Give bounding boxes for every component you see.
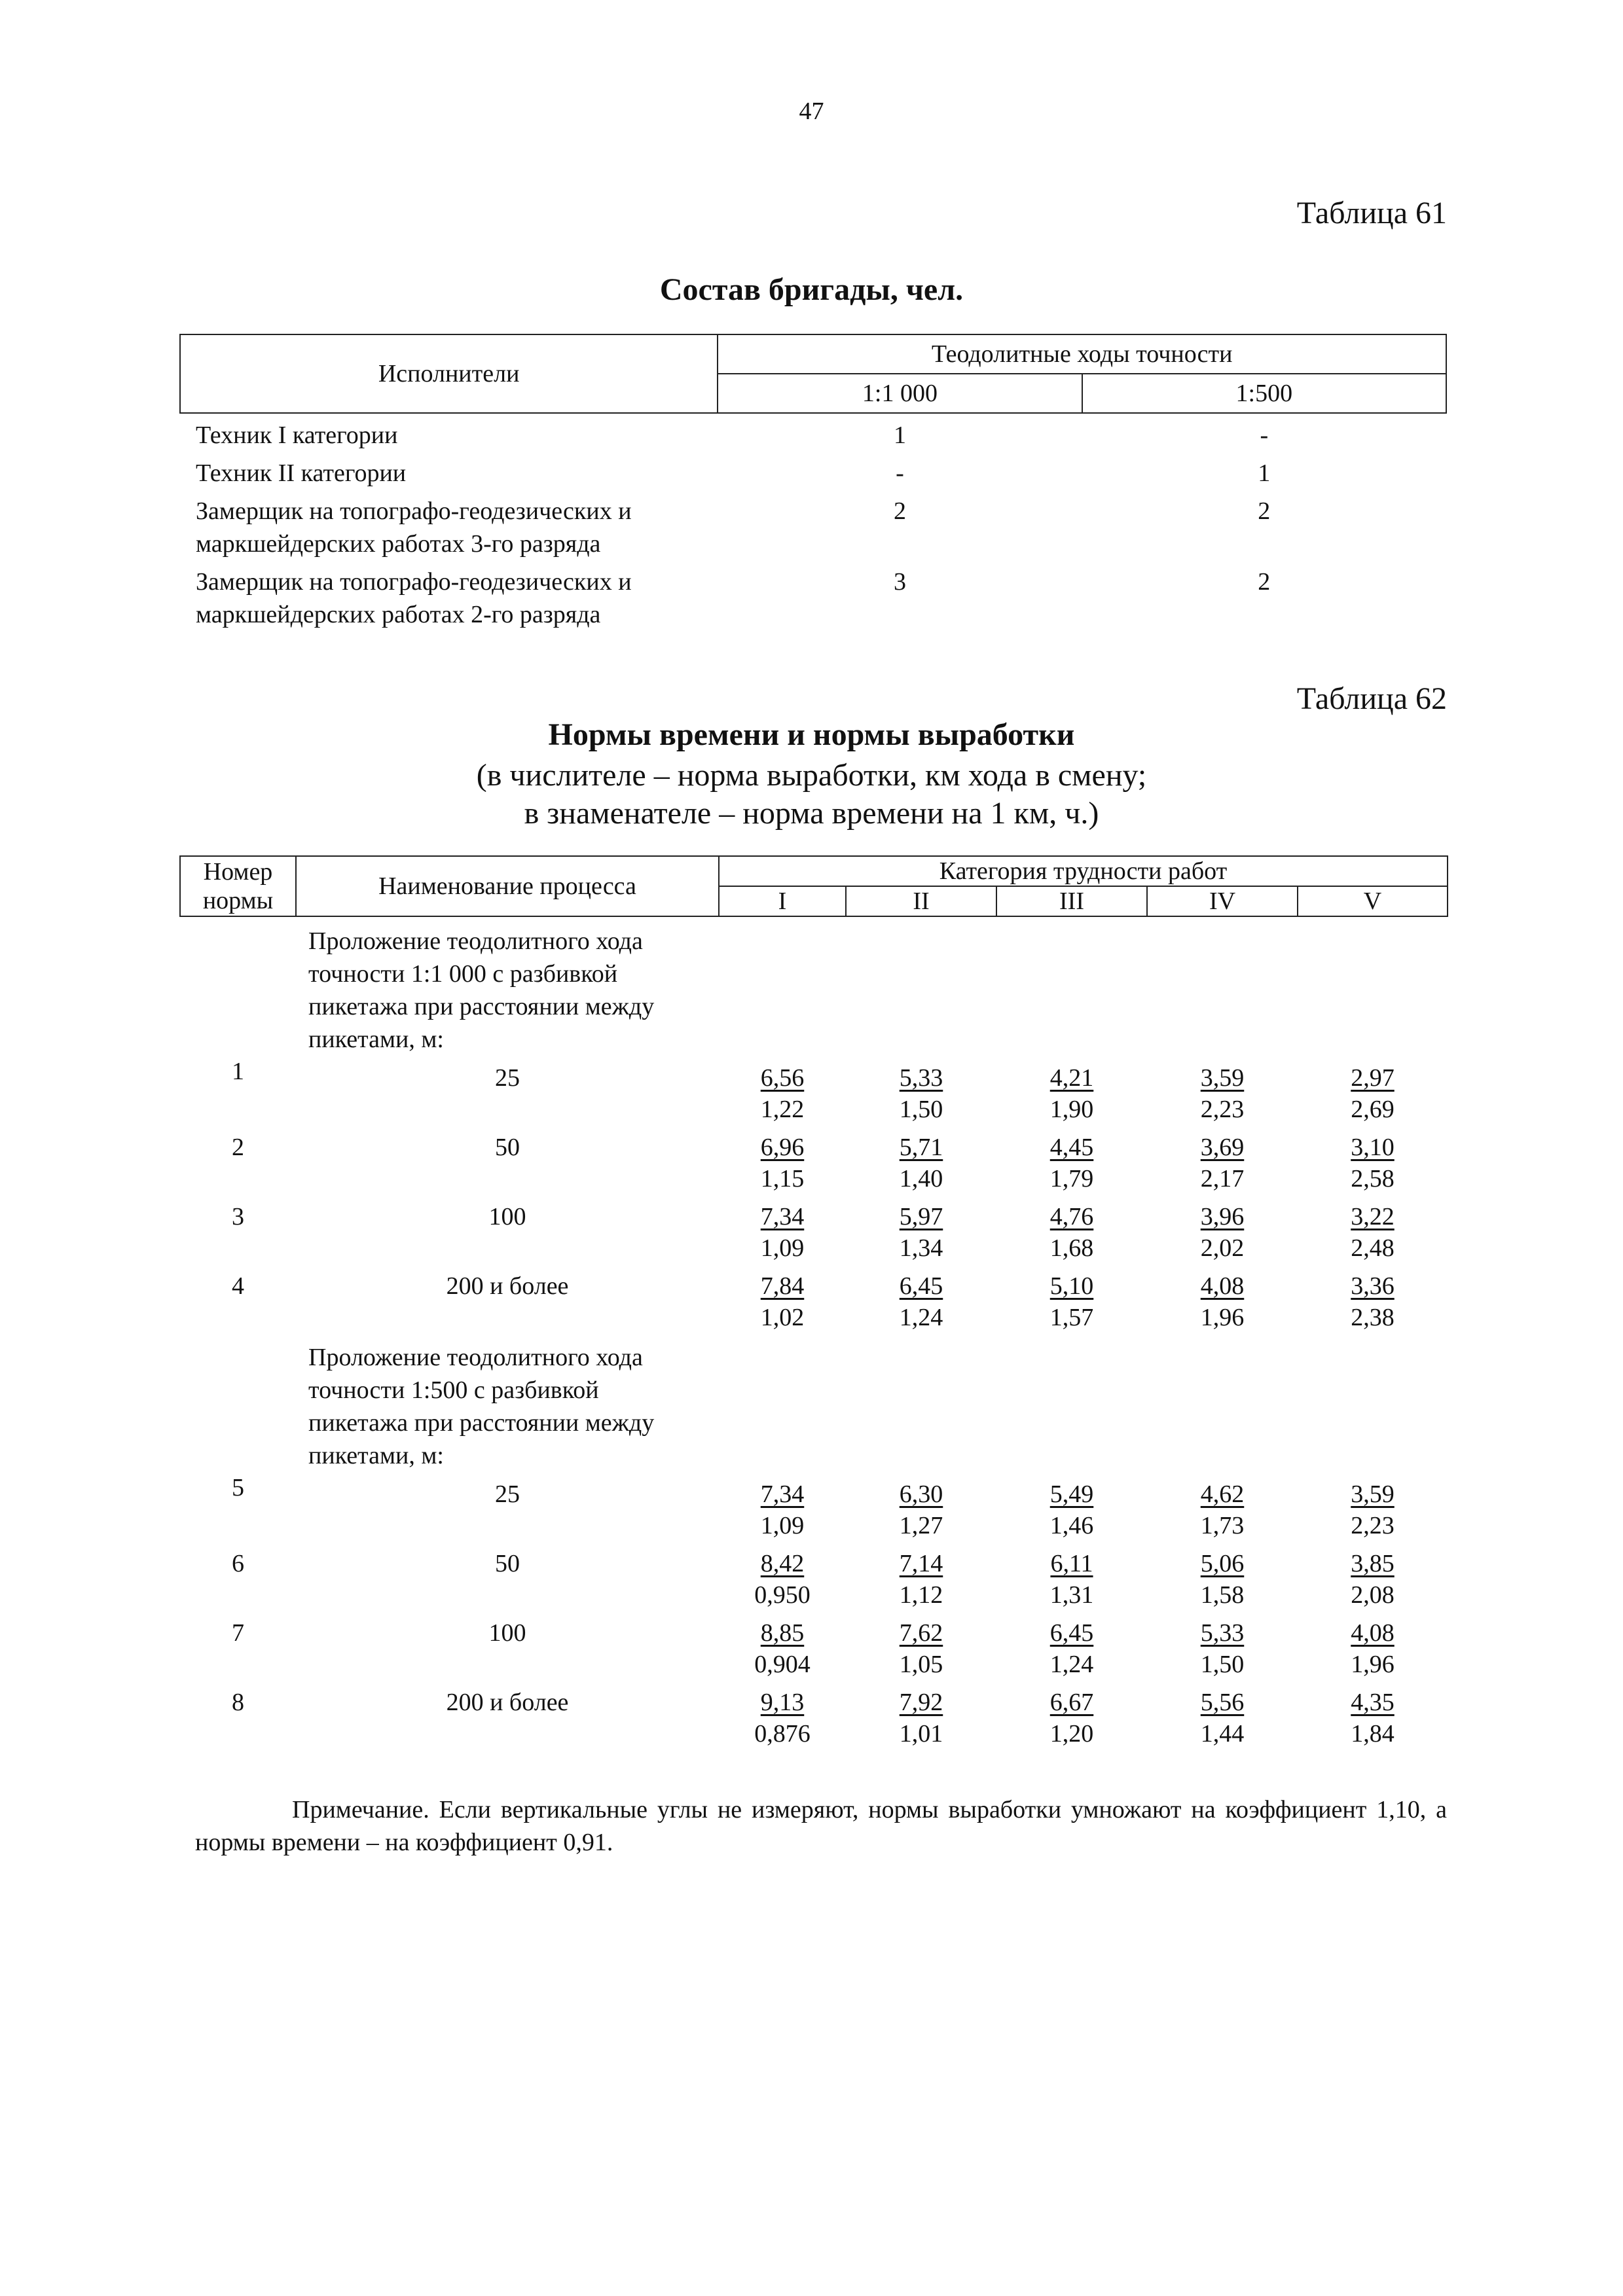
- table62-value-denominator: 1,44: [1200, 1720, 1245, 1748]
- table62-cell-value: [1147, 1056, 1298, 1125]
- table61-cell-1000: -: [896, 459, 904, 487]
- table62-cell-distance: 100: [488, 1619, 526, 1647]
- table62-value-denominator: 1,73: [1200, 1512, 1245, 1539]
- table62-value-denominator: 1,27: [899, 1512, 943, 1539]
- table62-value-denominator: 1,02: [760, 1304, 805, 1331]
- table62-value-denominator: 2,08: [1351, 1581, 1395, 1609]
- table62-row: [180, 1264, 1448, 1333]
- page-number: 47: [799, 98, 824, 125]
- table62-value-denominator: 0,904: [754, 1651, 811, 1678]
- table62-cell-value: [719, 1680, 846, 1749]
- table62-value-numerator: 5,10: [1049, 1272, 1094, 1300]
- table62-cell-value: [1298, 1264, 1448, 1333]
- table62-value-denominator: 1,68: [1049, 1234, 1094, 1262]
- table62-value-denominator: 1,50: [899, 1096, 943, 1123]
- table62-cell-value: [1298, 1680, 1448, 1749]
- table62-value-denominator: 1,20: [1049, 1720, 1094, 1748]
- table62-cell-distance: 50: [495, 1134, 520, 1161]
- table62-cell-number: 3: [232, 1203, 244, 1230]
- table62-header-process: Наименование процесса: [296, 856, 719, 916]
- table62-value-numerator: 3,59: [1200, 1064, 1245, 1092]
- table62-cell-value: [719, 1264, 846, 1333]
- table62-value-denominator: 1,31: [1049, 1581, 1094, 1609]
- table61-cell-500: 2: [1258, 568, 1271, 596]
- table62-row: [180, 1125, 1448, 1194]
- table62-value-numerator: 3,36: [1351, 1272, 1395, 1300]
- table62-value-denominator: 2,02: [1200, 1234, 1245, 1262]
- table62-row: [180, 1611, 1448, 1680]
- table62-cell-value: [719, 1541, 846, 1611]
- table62-value-denominator: 1,57: [1049, 1304, 1094, 1331]
- table62-row: [180, 1194, 1448, 1264]
- table61-row: [180, 457, 1446, 495]
- table62-cell-value: [996, 1680, 1147, 1749]
- table62-value-denominator: 2,69: [1351, 1096, 1395, 1123]
- table62-value-numerator: 7,34: [760, 1480, 805, 1508]
- table62-cell-number: 7: [232, 1619, 244, 1647]
- table62-value-numerator: 3,96: [1200, 1203, 1245, 1230]
- table62-cell-value: [996, 1611, 1147, 1680]
- table62-value-numerator: 6,45: [899, 1272, 943, 1300]
- table61-cell-500: 1: [1258, 459, 1271, 487]
- table62-cell-number: 6: [232, 1550, 244, 1577]
- table62-cell-value: [846, 1194, 996, 1264]
- table62-label: Таблица 62: [1296, 681, 1447, 716]
- table62-value-numerator: 3,22: [1351, 1203, 1395, 1230]
- table62-header-number: Номер нормы: [180, 856, 296, 916]
- table62-value-numerator: 6,56: [760, 1064, 805, 1092]
- table62-value-numerator: 5,06: [1200, 1550, 1245, 1577]
- table62-value-denominator: 1,84: [1351, 1720, 1395, 1748]
- table62-value-numerator: 4,08: [1200, 1272, 1245, 1300]
- table62-cell-value: [1298, 1194, 1448, 1264]
- table62-value-denominator: 1,34: [899, 1234, 943, 1262]
- table62-value-numerator: 7,62: [899, 1619, 943, 1647]
- table61-cell-name: Замерщик на топографо-геодезических и маркшейдерских работах 3-го разряда: [196, 497, 632, 558]
- table62-value-numerator: 6,11: [1050, 1550, 1093, 1577]
- table62-value-denominator: 1,22: [760, 1096, 805, 1123]
- table62-cell-value: [846, 1680, 996, 1749]
- table62-cell-value: [996, 1264, 1147, 1333]
- table62-value-numerator: 5,33: [899, 1064, 943, 1092]
- table62-cell-value: [1147, 1680, 1298, 1749]
- table62-cell-number: 5: [232, 1474, 244, 1501]
- table62-value-denominator: 1,96: [1200, 1304, 1245, 1331]
- table62-cell-distance: 25: [495, 1064, 520, 1092]
- table61-header-performers: Исполнители: [180, 334, 718, 413]
- table62-value-numerator: 3,10: [1351, 1134, 1395, 1161]
- table62-value-denominator: 1,24: [1049, 1651, 1094, 1678]
- table62-cell-value: [846, 1264, 996, 1333]
- table62-value-numerator: 4,08: [1351, 1619, 1395, 1647]
- table62-cat-5: V: [1298, 886, 1448, 916]
- table62-row: [180, 1680, 1448, 1749]
- table62-row: [180, 1056, 1448, 1125]
- table62-value-denominator: 2,23: [1351, 1512, 1395, 1539]
- table62-cell-value: [1147, 1472, 1298, 1541]
- table62-value-numerator: 7,84: [760, 1272, 805, 1300]
- table62-value-denominator: 1,90: [1049, 1096, 1094, 1123]
- table62-group-row: [180, 916, 1448, 1056]
- table62-cell-number: 4: [232, 1272, 244, 1300]
- table62-cat-3: III: [996, 886, 1147, 916]
- table62-value-denominator: 1,79: [1049, 1165, 1094, 1193]
- table62-value-numerator: 5,97: [899, 1203, 943, 1230]
- table62-value-numerator: 3,59: [1351, 1480, 1395, 1508]
- table62-value-denominator: 1,15: [760, 1165, 805, 1193]
- table62-value-numerator: 5,56: [1200, 1689, 1245, 1716]
- table62-value-numerator: 2,97: [1351, 1064, 1395, 1092]
- table62-value-numerator: 5,71: [899, 1134, 943, 1161]
- table61-row: [180, 413, 1446, 457]
- table62-cell-distance: 25: [495, 1480, 520, 1508]
- table62-cell-value: [1298, 1056, 1448, 1125]
- table62-cell-number: 8: [232, 1689, 244, 1716]
- table62-value-denominator: 1,01: [899, 1720, 943, 1748]
- table62-cell-value: [1298, 1125, 1448, 1194]
- table62-cell-value: [996, 1472, 1147, 1541]
- table61-cell-name: Техник II категории: [196, 459, 407, 487]
- table62-value-numerator: 3,69: [1200, 1134, 1245, 1161]
- table62-cat-2: II: [846, 886, 996, 916]
- table62-cell-value: [996, 1541, 1147, 1611]
- table62-value-numerator: 4,21: [1049, 1064, 1094, 1092]
- table61: [179, 334, 1447, 636]
- table62-cell-value: [719, 1472, 846, 1541]
- table61-header-1000: 1:1 000: [718, 374, 1082, 413]
- table62-value-numerator: 6,67: [1049, 1689, 1094, 1716]
- table62-group-row: [180, 1333, 1448, 1472]
- table62-cell-value: [719, 1194, 846, 1264]
- table62-cell-distance: 50: [495, 1550, 520, 1577]
- table62-value-numerator: 8,85: [760, 1619, 805, 1647]
- table61-cell-500: -: [1260, 422, 1269, 449]
- table61-cell-1000: 1: [893, 422, 906, 449]
- table62-value-denominator: 2,38: [1351, 1304, 1395, 1331]
- table62-value-numerator: 6,30: [899, 1480, 943, 1508]
- table61-cell-500: 2: [1258, 497, 1271, 525]
- table62-cat-1: I: [719, 886, 846, 916]
- table62-title: Нормы времени и нормы выработки: [548, 717, 1075, 752]
- table62-value-denominator: 0,950: [754, 1581, 811, 1609]
- table62-value-denominator: 0,876: [754, 1720, 811, 1748]
- table62-value-numerator: 7,34: [760, 1203, 805, 1230]
- table61-cell-1000: 2: [893, 497, 906, 525]
- table62-cell-value: [719, 1056, 846, 1125]
- table62-group-title: Проложение теодолитного хода точности 1:500 с разбивкой пикетажа при расстоянии между пикетами, м:: [308, 1344, 655, 1469]
- table62-value-numerator: 4,45: [1049, 1134, 1094, 1161]
- table62-value-denominator: 1,50: [1200, 1651, 1245, 1678]
- table62-value-numerator: 7,14: [899, 1550, 943, 1577]
- table62-value-numerator: 4,76: [1049, 1203, 1094, 1230]
- table62-value-numerator: 7,92: [899, 1689, 943, 1716]
- table62-cell-distance: 200 и более: [446, 1689, 569, 1716]
- table62-value-numerator: 5,49: [1049, 1480, 1094, 1508]
- table62-group-title: Проложение теодолитного хода точности 1:1 000 с разбивкой пикетажа при расстоянии между пикетами, м:: [308, 927, 655, 1053]
- table62-cell-value: [846, 1541, 996, 1611]
- table62-value-denominator: 2,48: [1351, 1234, 1395, 1262]
- table62-value-denominator: 1,46: [1049, 1512, 1094, 1539]
- table62-value-denominator: 1,40: [899, 1165, 943, 1193]
- table61-header-group: Теодолитные ходы точности: [718, 334, 1446, 374]
- table61-title: Состав бригады, чел.: [659, 272, 964, 307]
- table62: [179, 855, 1448, 1749]
- table62-value-numerator: 9,13: [760, 1689, 805, 1716]
- table62-row: [180, 1472, 1448, 1541]
- table61-row: [180, 565, 1446, 636]
- table62-cell-value: [719, 1611, 846, 1680]
- table62-value-denominator: 1,05: [899, 1651, 943, 1678]
- table62-value-denominator: 1,24: [899, 1304, 943, 1331]
- table61-label: Таблица 61: [1296, 196, 1447, 230]
- table62-header-category: Категория трудности работ: [719, 856, 1448, 886]
- table62-value-numerator: 6,45: [1049, 1619, 1094, 1647]
- table62-subtitle-1: (в числителе – норма выработки, км хода в смену;: [476, 758, 1147, 793]
- table62-value-numerator: 6,96: [760, 1134, 805, 1161]
- table62-value-numerator: 8,42: [760, 1550, 805, 1577]
- table62-cell-value: [846, 1056, 996, 1125]
- table62-value-denominator: 1,09: [760, 1512, 805, 1539]
- table62-cell-value: [1147, 1541, 1298, 1611]
- table62-cat-4: IV: [1147, 886, 1298, 916]
- table61-cell-1000: 3: [893, 568, 906, 596]
- table62-cell-distance: 100: [488, 1203, 526, 1230]
- table62-value-denominator: 1,96: [1351, 1651, 1395, 1678]
- table62-value-denominator: 1,58: [1200, 1581, 1245, 1609]
- table62-cell-number: 2: [232, 1134, 244, 1161]
- table62-value-denominator: 1,09: [760, 1234, 805, 1262]
- table61-cell-name: Техник I категории: [196, 422, 398, 449]
- table62-cell-value: [1298, 1541, 1448, 1611]
- table62-cell-value: [996, 1056, 1147, 1125]
- table61-row: [180, 495, 1446, 565]
- table61-header-500: 1:500: [1082, 374, 1446, 413]
- table62-cell-value: [719, 1125, 846, 1194]
- table62-value-denominator: 2,23: [1200, 1096, 1245, 1123]
- table62-cell-value: [1298, 1611, 1448, 1680]
- table62-value-denominator: 2,17: [1200, 1165, 1245, 1193]
- table62-cell-value: [1147, 1125, 1298, 1194]
- table62-value-numerator: 4,35: [1351, 1689, 1395, 1716]
- table62-value-denominator: 1,12: [899, 1581, 943, 1609]
- table62-cell-value: [1298, 1472, 1448, 1541]
- table62-cell-value: [846, 1472, 996, 1541]
- table62-value-numerator: 3,85: [1351, 1550, 1395, 1577]
- table62-cell-value: [1147, 1611, 1298, 1680]
- table62-cell-distance: 200 и более: [446, 1272, 569, 1300]
- table62-cell-value: [1147, 1194, 1298, 1264]
- table62-value-denominator: 2,58: [1351, 1165, 1395, 1193]
- table62-value-numerator: 5,33: [1200, 1619, 1245, 1647]
- table62-cell-number: 1: [232, 1058, 244, 1085]
- note: Примечание. Если вертикальные углы не измеряют, нормы выработки умножают на коэффициент 1,10, а нормы времени – на коэффициент 0,91.: [195, 1796, 1447, 1856]
- table62-subtitle-2: в знаменателе – норма времени на 1 км, ч.): [524, 796, 1099, 831]
- table62-value-numerator: 4,62: [1200, 1480, 1245, 1508]
- table62-cell-value: [846, 1125, 996, 1194]
- table62-cell-value: [1147, 1264, 1298, 1333]
- table62-row: [180, 1541, 1448, 1611]
- table62-cell-value: [846, 1611, 996, 1680]
- table62-cell-value: [996, 1125, 1147, 1194]
- table62-cell-value: [996, 1194, 1147, 1264]
- table61-cell-name: Замерщик на топографо-геодезических и маркшейдерских работах 2-го разряда: [196, 568, 632, 628]
